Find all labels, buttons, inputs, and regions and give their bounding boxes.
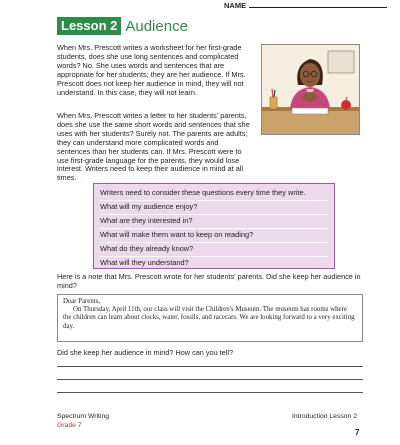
name-write-line[interactable]	[249, 1, 387, 8]
page-number: 7	[355, 428, 360, 437]
paragraph-2: When Mrs. Prescott writes a letter to her students' parents, does she use the same short words and sentences that she uses with her students? Surely not. The parents are adults; they can understand more complicated words and sentences than her students can. If Mrs. Prescott were to use first-grade language for the parents, they would lose interest. Writers need to keep their audience in mind at all times.	[57, 111, 250, 183]
answer-line[interactable]	[57, 379, 363, 380]
questions-box	[93, 183, 335, 269]
lesson-title	[57, 17, 188, 35]
question-item: What will they understand?	[100, 258, 189, 267]
parent-letter	[57, 294, 363, 342]
lesson-topic: Audience	[125, 17, 188, 35]
lesson-number-badge: Lesson 2	[57, 17, 121, 35]
paragraph-1: When Mrs. Prescott writes a worksheet for her first-grade students, does she use long sentences and complicated words? No. She uses words and sentences that are appropriate for her students; they are her audience. If Mrs. Prescott does not keep her audience in mind, they will not understand. In this case, they will not learn.	[57, 43, 246, 97]
audience-question: Did she keep her audience in mind? How can you tell?	[57, 348, 234, 357]
letter-salutation: Dear Parents,	[63, 298, 101, 305]
name-field	[224, 1, 387, 10]
letter-prompt: Here is a note that Mrs. Prescott wrote for her students' parents. Did she keep her audience in mind?	[57, 272, 361, 290]
question-item: What do they already know?	[100, 243, 328, 257]
teacher-at-desk-icon	[262, 45, 359, 134]
question-item: What will my audience enjoy?	[100, 201, 328, 215]
name-label: NAME	[224, 1, 247, 10]
book-title: Spectrum Writing	[57, 413, 109, 420]
question-item: What will make them want to keep on reading?	[100, 229, 328, 243]
questions-intro: Writers need to consider these questions every time they write.	[100, 187, 328, 201]
question-item: What are they interested in?	[100, 215, 328, 229]
grade-label: Grade 7	[57, 421, 82, 429]
footer-section: Introduction Lesson 2	[292, 413, 357, 420]
teacher-illustration	[261, 44, 360, 135]
answer-line[interactable]	[57, 392, 363, 393]
letter-body: On Thursday, April 11th, our class will visit the Children's Museum. The museum has rooms where the children can learn about clocks, water, fossils, and racecars. We are looking forward to a very exciting day.	[63, 306, 355, 330]
answer-line[interactable]	[57, 366, 363, 367]
footer-book	[57, 413, 109, 430]
